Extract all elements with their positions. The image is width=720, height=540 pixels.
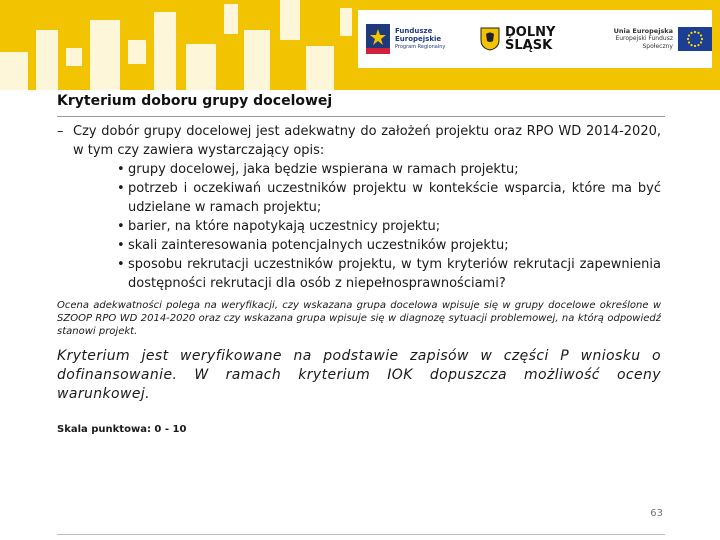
decor-square <box>128 40 146 64</box>
list-item-text: grupy docelowej, jaka będzie wspierana w ramach projektu; <box>128 162 519 177</box>
list-item-text: skali zainteresowania potencjalnych uczestników projektu; <box>128 238 509 253</box>
decor-square <box>0 52 28 90</box>
eu-flag-icon <box>678 27 712 51</box>
verification-paragraph: Kryterium jest weryfikowane na podstawie zapisów w części P wniosku o dofinansowanie. W ramach kryterium IOK dopuszcza możliwość oceny warunkowej. <box>57 348 661 402</box>
decor-square <box>340 8 352 36</box>
decor-square <box>186 44 216 90</box>
unia-europejska-logo <box>590 10 712 68</box>
logo-strip <box>358 10 712 68</box>
header-banner <box>0 0 720 90</box>
bullet-marker: • <box>117 257 125 272</box>
intro-paragraph <box>57 122 661 160</box>
criteria-list <box>57 160 661 293</box>
decor-square <box>154 12 176 90</box>
dash-marker: – <box>57 124 64 139</box>
score-scale: Skala punktowa: 0 - 10 <box>57 424 187 435</box>
list-item <box>57 179 661 217</box>
list-item <box>57 160 661 179</box>
ds-line1: DOLNY <box>505 25 556 40</box>
decor-square <box>90 20 120 90</box>
decor-square <box>280 0 300 40</box>
assessment-note: Ocena adekwatności polega na weryfikacji, czy wskazana grupa docelowa wpisuje się w grupy docelowe określone w SZOOP RPO WD 2014-2020 oraz czy wskazana grupa wpisuje się w diagnozę sytuacji problemowej, na którą odpowiedź stanowi projekt. <box>57 300 661 337</box>
fe-star-icon <box>366 24 390 54</box>
footer-divider <box>57 534 665 535</box>
bullet-marker: • <box>117 181 125 196</box>
fe-line3: Program Regionalny <box>395 44 446 50</box>
bullet-marker: • <box>117 219 125 234</box>
decor-square <box>36 30 58 90</box>
decor-square <box>66 48 82 66</box>
slide-title: Kryterium doboru grupy docelowej <box>57 93 333 109</box>
ue-line1: Unia Europejska <box>613 27 673 35</box>
list-item-text: barier, na które napotykają uczestnicy projektu; <box>128 219 441 234</box>
decor-square <box>224 4 238 34</box>
decor-square <box>306 46 334 90</box>
fe-line2: Europejskie <box>395 35 442 43</box>
fundusze-europejskie-logo <box>366 10 445 68</box>
intro-text: Czy dobór grupy docelowej jest adekwatny do założeń projektu oraz RPO WD 2014-2020, w tym czy zawiera wystarczający opis: <box>73 124 661 158</box>
ds-line2: ŚLĄSK <box>505 38 553 53</box>
bullet-marker: • <box>117 238 125 253</box>
bullet-marker: • <box>117 162 125 177</box>
list-item <box>57 217 661 236</box>
page-number: 63 <box>650 508 663 519</box>
fe-line1: Fundusze <box>395 27 433 35</box>
slide-body <box>57 122 661 435</box>
list-item-text: sposobu rekrutacji uczestników projektu, w tym kryteriów rekrutacji zapewnienia dostępności rekrutacji dla osób z niepełnosprawnościami? <box>128 257 661 291</box>
list-item <box>57 236 661 255</box>
list-item <box>57 255 661 293</box>
list-item-text: potrzeb i oczekiwań uczestników projektu w kontekście wsparcia, które ma być udzielane w ramach projektu; <box>128 181 661 215</box>
ue-line2: Europejski Fundusz Społeczny <box>615 35 673 50</box>
coat-of-arms-icon <box>480 27 500 51</box>
dolny-slask-logo <box>480 10 555 68</box>
decor-square <box>244 30 270 90</box>
title-divider <box>57 116 665 117</box>
